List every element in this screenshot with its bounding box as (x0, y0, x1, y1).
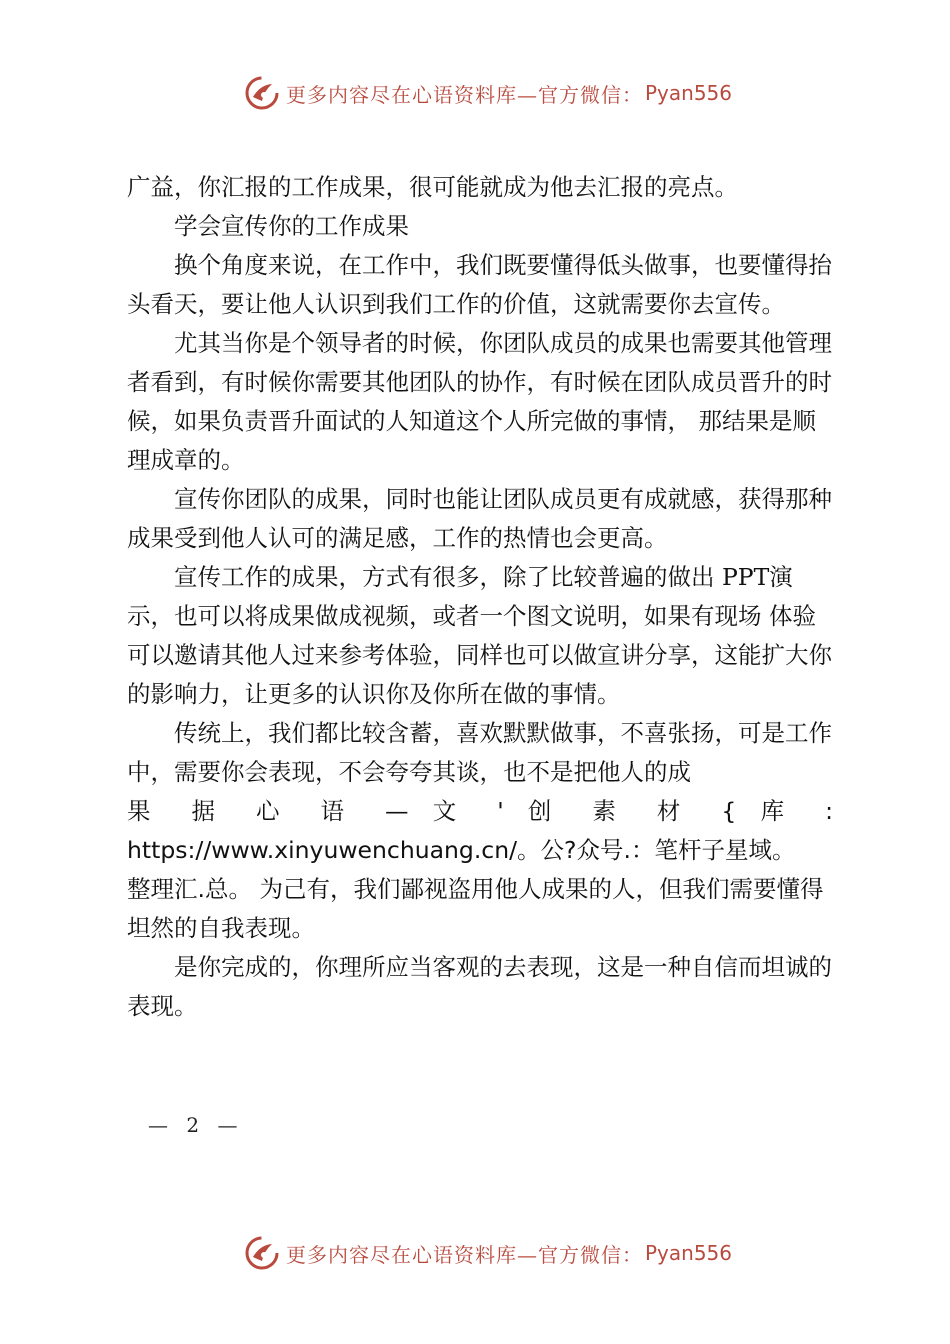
page-number: — 2 — (148, 1113, 244, 1137)
paragraph: 广益，你汇报的工作成果，很可能就成为他去汇报的亮点。 (127, 173, 738, 201)
document-body (127, 168, 833, 1026)
paragraph: 尤其当你是个领导者的时候，你团队成员的成果也需要其他管理者看到，有时候你需要其他团队的协作，有时候在团队成员晋升的时候，如果负责晋升面试的人知道这个人所完做的事情， 那结果是顺理成章的。 (127, 329, 832, 474)
brand-logo-icon (244, 75, 280, 111)
paragraph-text: 宣传工作的成果，方式有很多，除了比较普遍的做出 (174, 563, 722, 591)
watermark-contact: Pyan556 (645, 1241, 733, 1265)
footer-watermark (244, 1233, 804, 1273)
watermark-text: 更多内容尽在心语资料库—官方微信： (286, 1242, 643, 1267)
watermark-text: 更多内容尽在心语资料库—官方微信： (286, 82, 643, 107)
paragraph: 是你完成的，你理所应当客观的去表现，这是一种自信而坦诚的表现。 (127, 953, 832, 1020)
section-heading: 学会宣传你的工作成果 (174, 212, 409, 240)
paragraph-text: 演示，也可以将成果做成视频，或者一个图文说明，如果有现场 体验可以邀请其他人过来参考体验，同样也可以做宣讲分享，这能扩大你的影响力，让更多的认识你及你所在做的事情。 (127, 563, 832, 708)
paragraph: 传统上，我们都比较含蓄，喜欢默默做事，不喜张扬，可是工作中，需要你会表现，不会夸夸其谈，也不是把他人的成 (127, 719, 832, 786)
paragraph: 宣传你团队的成果，同时也能让团队成员更有成就感，获得那种成果受到他人认可的满足感，工作的热情也会更高。 (127, 485, 832, 552)
watermark-contact: Pyan556 (645, 81, 733, 105)
paragraph (127, 558, 833, 714)
paragraph: 换个角度来说，在工作中，我们既要懂得低头做事，也要懂得抬头看天，要让他人认识到我们工作的价值，这就需要你去宣传。 (127, 251, 832, 318)
spaced-watermark-line: 果 据 心 语 — 文 ' 创 素 材 { 库 : (127, 797, 833, 825)
brand-logo-icon (244, 1235, 280, 1271)
paragraph: 整理汇.总。 为己有，我们鄙视盗用他人成果的人，但我们需要懂得坦然的自我表现。 (127, 875, 824, 942)
header-watermark (244, 73, 804, 113)
url-line: https://www.xinyuwenchuang.cn/。公?众号.：笔杆子星域。 (127, 836, 796, 864)
ppt-term: PPT (721, 563, 770, 591)
